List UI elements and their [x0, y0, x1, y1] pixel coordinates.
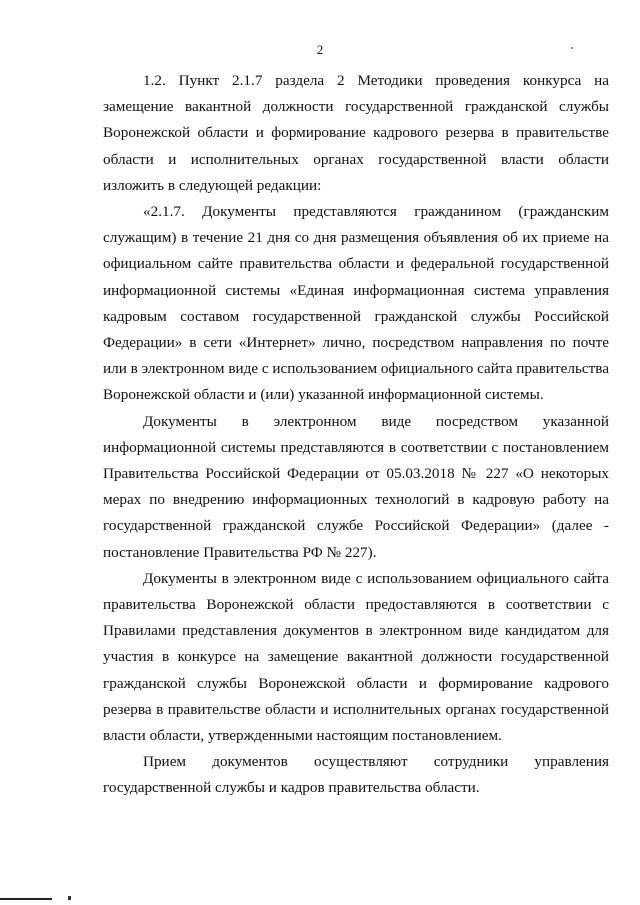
paragraph-1-2-amendment: 1.2. Пункт 2.1.7 раздела 2 Методики проведения конкурса на замещение вакантной должности государственной гражданской службы Воронежской области и формирование кадрового резерва в правительстве области и исполнительных органах государственной власти области изложить в следующей редакции: — [103, 72, 609, 194]
page-number: 2 — [316, 42, 324, 57]
scan-corner-dot — [68, 896, 71, 900]
scan-dot-mark — [571, 47, 573, 49]
scan-corner-mark — [0, 898, 52, 900]
paragraph-document-reception: Прием документов осуществляют сотрудники управления государственной службы и кадров правительства области. — [103, 753, 609, 797]
document-body — [103, 68, 609, 802]
paragraph-electronic-documents-official-site: Документы в электронном виде с использованием официального сайта правительства Воронежской области предоставляются в соответствии с Правилами представления документов в электронном виде кандидатом для участия в конкурсе на замещение вакантной должности государственной гражданской службы Воронежской области и формирование кадрового резерва в правительстве области и исполнительных органах государственной власти области, утвержденными настоящим постановлением. — [103, 569, 609, 745]
paragraph-2-1-7-documents-submission: «2.1.7. Документы представляются гражданином (гражданским служащим) в течение 21 дня со дня размещения объявления об их приеме на официальном сайте правительства области и федеральной государственной информационной системы «Единая информационная система управления кадровым составом государственной гражданской службы Российской Федерации» в сети «Интернет» лично, посредством направления по почте или в электронном виде с использованием официального сайта правительства Воронежской области и (или) указанной информационной системы. — [103, 203, 609, 404]
paragraph-electronic-documents-information-system: Документы в электронном виде посредством указанной информационной системы представляются в соответствии с постановлением Правительства Российской Федерации от 05.03.2018 № 227 «О некоторых мерах по внедрению информационных технологий в кадровую работу на государственной гражданской службе Российской Федерации» (далее - постановление Правительства РФ № 227). — [103, 412, 609, 561]
